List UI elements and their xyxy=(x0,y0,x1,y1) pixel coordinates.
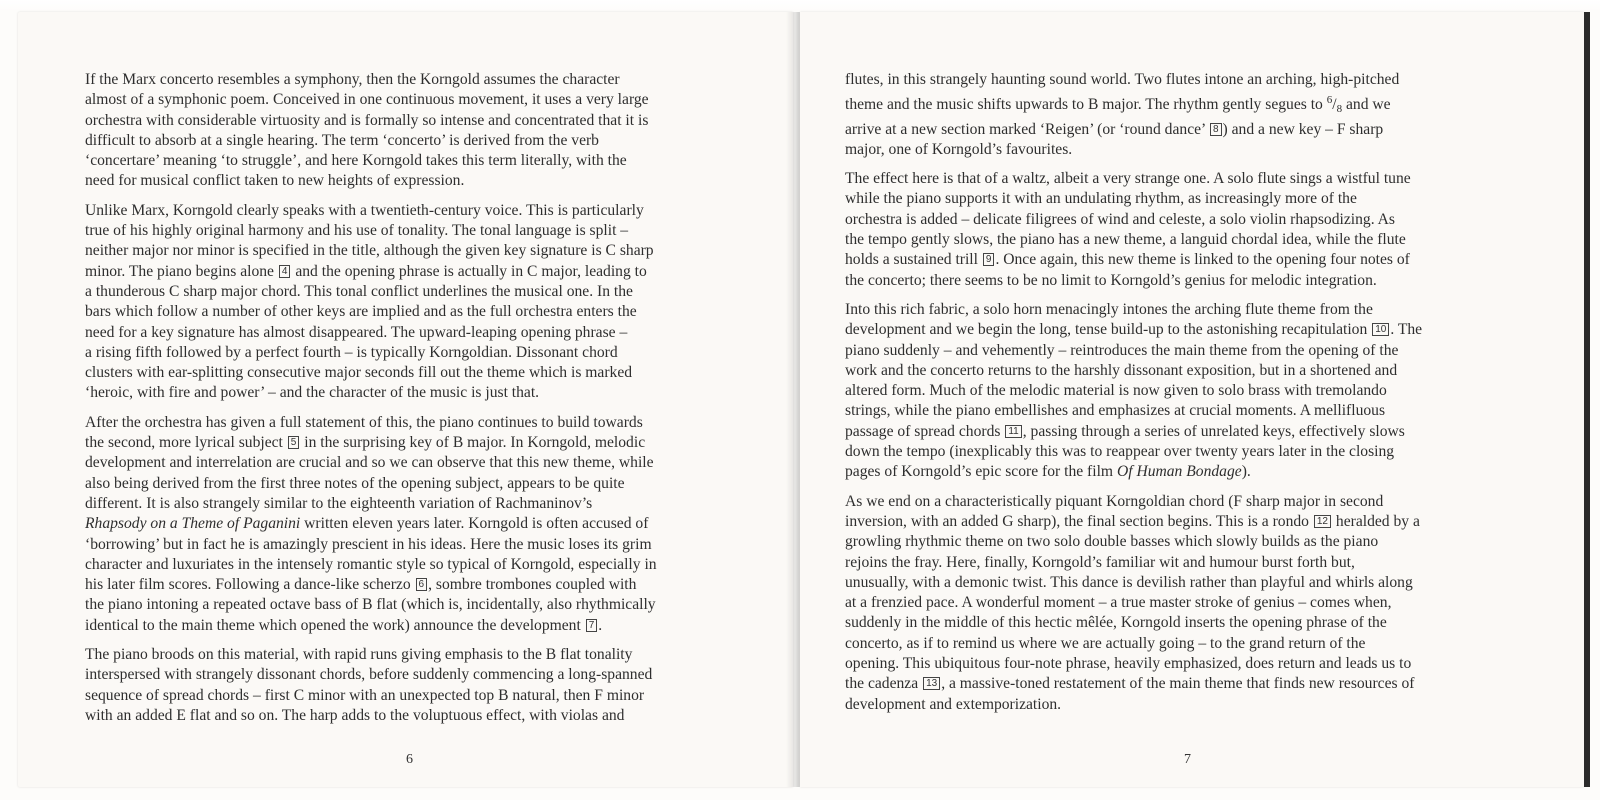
track-marker-11: 11 xyxy=(1005,425,1021,438)
text-span: arrive at a new section marked ‘Reigen’ (or ‘round dance’ xyxy=(845,120,1206,138)
text-span: passage of spread chords xyxy=(845,422,1001,440)
text-line: different. It is also strangely similar to the eighteenth variation of Rachmaninov’s xyxy=(85,494,593,512)
right-page-text xyxy=(845,70,1545,724)
text-line xyxy=(845,512,1545,532)
text-span: pages of Korngold’s epic score for the film xyxy=(845,463,1117,481)
text-line xyxy=(845,90,1545,119)
italic-title: Of Human Bondage xyxy=(1116,463,1242,481)
text-line: a rising fifth followed by a perfect fourth – is typically Korngoldian. Dissonant chord xyxy=(85,343,618,361)
text-line: altered form. Much of the melodic material is now given to solo brass with tremolando xyxy=(845,382,1387,400)
track-marker-13: 13 xyxy=(923,677,940,690)
right-page xyxy=(800,12,1584,787)
text-line xyxy=(85,433,770,453)
text-span: minor. The piano begins alone xyxy=(85,262,274,280)
text-line xyxy=(845,422,1545,442)
paragraph xyxy=(85,201,770,404)
text-span: ) and a new key – F sharp xyxy=(1222,120,1384,138)
text-line: growling rhythmic theme on two solo double basses which slowly builds as the piano xyxy=(845,533,1379,551)
text-line: piano suddenly – and vehemently – reintroduces the main theme from the opening of the xyxy=(845,341,1399,359)
left-page xyxy=(18,12,793,787)
text-line: rejoins the fray. Here, finally, Korngold’s familiar wit and humour burst forth but, xyxy=(845,553,1355,571)
text-span: theme and the music shifts upwards to B major. The rhythm gently segues to xyxy=(845,96,1327,114)
text-span: the cadenza xyxy=(845,675,919,693)
text-line: development and extemporization. xyxy=(845,695,1062,713)
text-span: written eleven years later. Korngold is often accused of xyxy=(300,515,649,533)
text-line: down the tempo (inexplicably this was to reappear over twenty years later in the closing xyxy=(845,443,1395,461)
text-line: orchestra with considerable virtuosity and is formally so intense and concentrated that it is xyxy=(85,111,649,129)
text-line xyxy=(845,120,1545,140)
text-span: identical to the main theme which opened the work) announce the development xyxy=(85,616,581,634)
text-span: inversion, with an added G sharp), the final section begins. This is a rondo xyxy=(845,512,1309,530)
text-span: in the surprising key of B major. In Korngold, melodic xyxy=(304,434,646,452)
text-line: need for musical conflict taken to new heights of expression. xyxy=(85,172,465,190)
text-line xyxy=(85,575,770,595)
text-line: character and luxuriates in the intensely romantic style so typical of Korngold, especially in xyxy=(85,555,657,573)
text-line: suddenly in the middle of this hectic mêlée, Korngold inserts the opening phrase of the xyxy=(845,614,1387,632)
text-line: The piano broods on this material, with rapid runs giving emphasis to the B flat tonality xyxy=(85,646,633,664)
text-line: the piano intoning a repeated octave bass of B flat (which is, incidentally, also rhythmically xyxy=(85,596,656,614)
text-line: strings, while the piano embellishes and emphasizes at crucial moments. A mellifluous xyxy=(845,402,1386,420)
text-line: ‘concertare’ meaning ‘to struggle’, and here Korngold takes this term literally, with the xyxy=(85,152,627,170)
text-line: flutes, in this strangely haunting sound world. Two flutes intone an arching, high-pitched xyxy=(845,71,1400,88)
text-line xyxy=(85,616,770,636)
text-line: Into this rich fabric, a solo horn menacingly intones the arching flute theme from the xyxy=(845,300,1373,318)
text-span: , a massive-toned restatement of the main theme that finds new resources of xyxy=(941,675,1415,693)
text-line: As we end on a characteristically piquant Korngoldian chord (F sharp major in second xyxy=(845,492,1384,510)
text-span: the second, more lyrical subject xyxy=(85,434,283,452)
text-line xyxy=(85,514,770,534)
track-marker-9: 9 xyxy=(983,253,995,266)
text-span: , passing through a series of unrelated keys, effectively slows xyxy=(1022,422,1405,440)
track-marker-10: 10 xyxy=(1372,323,1389,336)
paragraph xyxy=(845,300,1545,483)
text-span: and we xyxy=(1342,96,1391,114)
text-span: ). xyxy=(1241,463,1251,481)
page-number: 6 xyxy=(406,752,413,767)
time-signature: $^6/_8$ xyxy=(1326,94,1343,116)
text-line: at a frenzied pace. A wonderful moment – a true master stroke of genius – comes when, xyxy=(845,594,1392,612)
text-line: If the Marx concerto resembles a symphony, then the Korngold assumes the character xyxy=(85,71,620,88)
text-line: need for a key signature has almost disappeared. The upward-leaping opening phrase – xyxy=(85,323,628,341)
text-line: bars which follow a number of other keys are implied and as the full orchestra enters the xyxy=(85,303,637,321)
text-span: . xyxy=(598,616,603,634)
fraction-denominator: 8 xyxy=(1336,103,1343,116)
text-line: neither major nor minor is specified in the title, although the given key signature is C sharp xyxy=(85,242,654,260)
text-line: unusually, with a demonic twist. This dance is devilish rather than playful and whirls along xyxy=(845,573,1413,591)
paragraph xyxy=(845,492,1545,715)
text-line: also being derived from the first three notes of the opening subject, appears to be quite xyxy=(85,474,625,492)
text-line: while the piano supports it with an undulating rhythm, as increasingly more of the xyxy=(845,190,1357,208)
text-span: , sombre trombones coupled with xyxy=(428,576,637,594)
paragraph xyxy=(85,413,770,636)
page-edge-shadow xyxy=(1584,12,1590,787)
page-number: 7 xyxy=(1184,752,1191,767)
fraction-numerator: 6 xyxy=(1326,94,1333,107)
text-span: and the opening phrase is actually in C major, leading to xyxy=(295,262,647,280)
track-marker-6: 6 xyxy=(416,578,428,591)
text-line: interspersed with strangely dissonant chords, before suddenly commencing a long-spanned xyxy=(85,666,653,684)
text-span: heralded by a xyxy=(1335,512,1420,530)
text-line xyxy=(85,262,770,282)
text-line: clusters with ear-splitting consecutive major seconds fill out the theme which is marked xyxy=(85,364,633,382)
text-line: almost of a symphonic poem. Conceived in one continuous movement, it uses a very large xyxy=(85,91,649,109)
text-line xyxy=(845,320,1545,340)
left-page-text xyxy=(85,70,770,735)
text-line: development and interrelation are crucial and so we can observe that this new theme, while xyxy=(85,454,654,472)
text-span: his later film scores. Following a dance-like scherzo xyxy=(85,576,411,594)
text-line: major, one of Korngold’s favourites. xyxy=(845,140,1073,158)
track-marker-5: 5 xyxy=(288,436,300,449)
track-marker-7: 7 xyxy=(586,619,598,632)
text-line: the concerto; there seems to be no limit to Korngold’s genius for melodic integration. xyxy=(845,271,1377,289)
text-line: orchestra is added – delicate filigrees of wind and celeste, a solo violin rhapsodizing. As xyxy=(845,210,1395,228)
text-line xyxy=(845,674,1545,694)
paragraph xyxy=(85,645,770,726)
text-line: with an added E flat and so on. The harp adds to the voluptuous effect, with violas and xyxy=(85,706,625,724)
italic-title: Rhapsody on a Theme of Paganini xyxy=(85,515,301,533)
text-line: sequence of spread chords – first C minor with an unexpected top B natural, then F minor xyxy=(85,686,645,704)
text-line: The effect here is that of a waltz, albeit a very strange one. A solo flute sings a wistful tune xyxy=(845,170,1411,188)
text-line xyxy=(845,462,1545,482)
text-span: holds a sustained trill xyxy=(845,251,978,269)
text-span: . The xyxy=(1390,321,1423,339)
paragraph xyxy=(85,70,770,192)
track-marker-8: 8 xyxy=(1210,123,1222,136)
text-span: development and we begin the long, tense build-up to the astonishing recapitulation xyxy=(845,321,1368,339)
text-line: difficult to absorb at a single hearing. The term ‘concerto’ is derived from the verb xyxy=(85,131,599,149)
text-line: the tempo gently slows, the piano has a new theme, a languid chordal idea, while the flute xyxy=(845,231,1406,249)
text-line: work and the concerto returns to the harshly dissonant exposition, but in a shortened and xyxy=(845,361,1398,379)
text-line: Unlike Marx, Korngold clearly speaks with a twentieth-century voice. This is particularly xyxy=(85,201,644,219)
text-line: After the orchestra has given a full statement of this, the piano continues to build towards xyxy=(85,413,643,431)
track-marker-4: 4 xyxy=(279,265,291,278)
paragraph xyxy=(845,70,1545,160)
text-line: opening. This ubiquitous four-note phrase, heavily emphasized, does return and leads us to xyxy=(845,655,1412,673)
track-marker-12: 12 xyxy=(1314,515,1331,528)
paragraph xyxy=(845,169,1545,291)
text-span: . Once again, this new theme is linked to the opening four notes of xyxy=(995,251,1410,269)
text-line: a thunderous C sharp major chord. This tonal conflict underlines the musical one. In the xyxy=(85,282,633,300)
text-line: true of his highly original harmony and his use of tonality. The tonal language is split – xyxy=(85,222,629,240)
text-line: ‘heroic, with fire and power’ – and the character of the music is just that. xyxy=(85,384,540,402)
text-line: ‘borrowing’ but in fact he is amazingly prescient in his ideas. Here the music loses its grim xyxy=(85,535,652,553)
text-line xyxy=(845,250,1545,270)
text-line: concerto, as if to remind us where we are actually going – to the grand return of the xyxy=(845,634,1366,652)
